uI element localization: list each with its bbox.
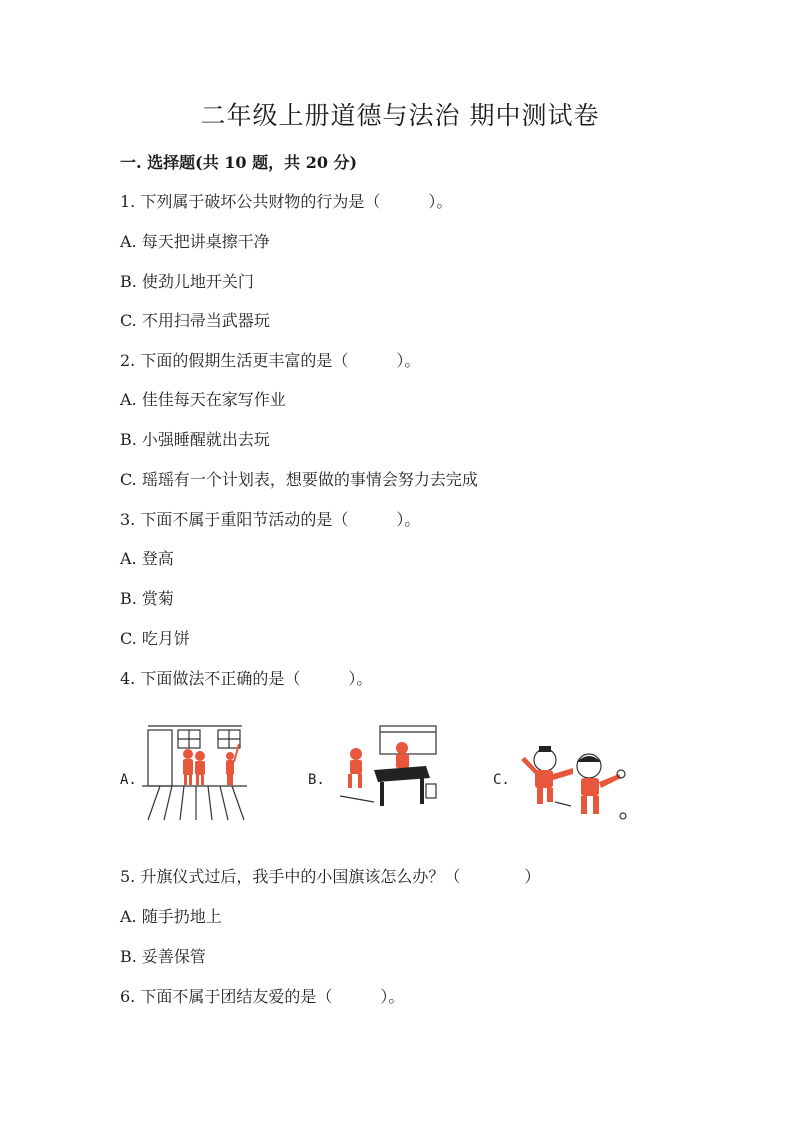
- section-heading: 一. 选择题(共 10 题，共 20 分): [120, 153, 358, 172]
- question-3-option-a: A. 登高: [120, 549, 174, 568]
- cleaning-desk-illustration: [330, 722, 440, 822]
- question-1-option-c: C. 不用扫帚当武器玩: [120, 311, 270, 330]
- picture-option-a-label: A.: [120, 772, 137, 788]
- question-1-option-a: A. 每天把讲桌擦干净: [120, 232, 270, 251]
- question-2-option-a: A. 佳佳每天在家写作业: [120, 390, 286, 409]
- question-2-option-c: C. 瑶瑶有一个计划表，想要做的事情会努力去完成: [120, 470, 478, 489]
- question-2-stem: 2. 下面的假期生活更丰富的是（ ）。: [120, 351, 421, 370]
- question-5-stem: 5. 升旗仪式过后，我手中的小国旗该怎么办？（ ）: [120, 867, 541, 886]
- question-6-stem: 6. 下面不属于团结友爱的是（ ）。: [120, 987, 405, 1006]
- question-2-option-b: B. 小强睡醒就出去玩: [120, 430, 270, 449]
- picture-option-a: [142, 722, 247, 822]
- question-3-option-b: B. 赏菊: [120, 589, 174, 608]
- picture-option-c: [515, 722, 630, 822]
- question-1-stem: 1. 下列属于破坏公共财物的行为是（ ）。: [120, 192, 453, 211]
- question-3-option-c: C. 吃月饼: [120, 629, 190, 648]
- question-5-option-a: A. 随手扔地上: [120, 907, 222, 926]
- picture-option-c-label: C.: [493, 772, 510, 788]
- picture-option-b: [330, 722, 440, 822]
- kids-fighting-illustration: [515, 722, 630, 822]
- page-title: 二年级上册道德与法治 期中测试卷: [200, 101, 600, 130]
- children-at-window-illustration: [142, 722, 247, 822]
- picture-option-b-label: B.: [308, 772, 325, 788]
- question-3-stem: 3. 下面不属于重阳节活动的是（ ）。: [120, 510, 421, 529]
- question-5-option-b: B. 妥善保管: [120, 947, 206, 966]
- question-4-stem: 4. 下面做法不正确的是（ ）。: [120, 669, 373, 688]
- question-1-option-b: B. 使劲儿地开关门: [120, 272, 254, 291]
